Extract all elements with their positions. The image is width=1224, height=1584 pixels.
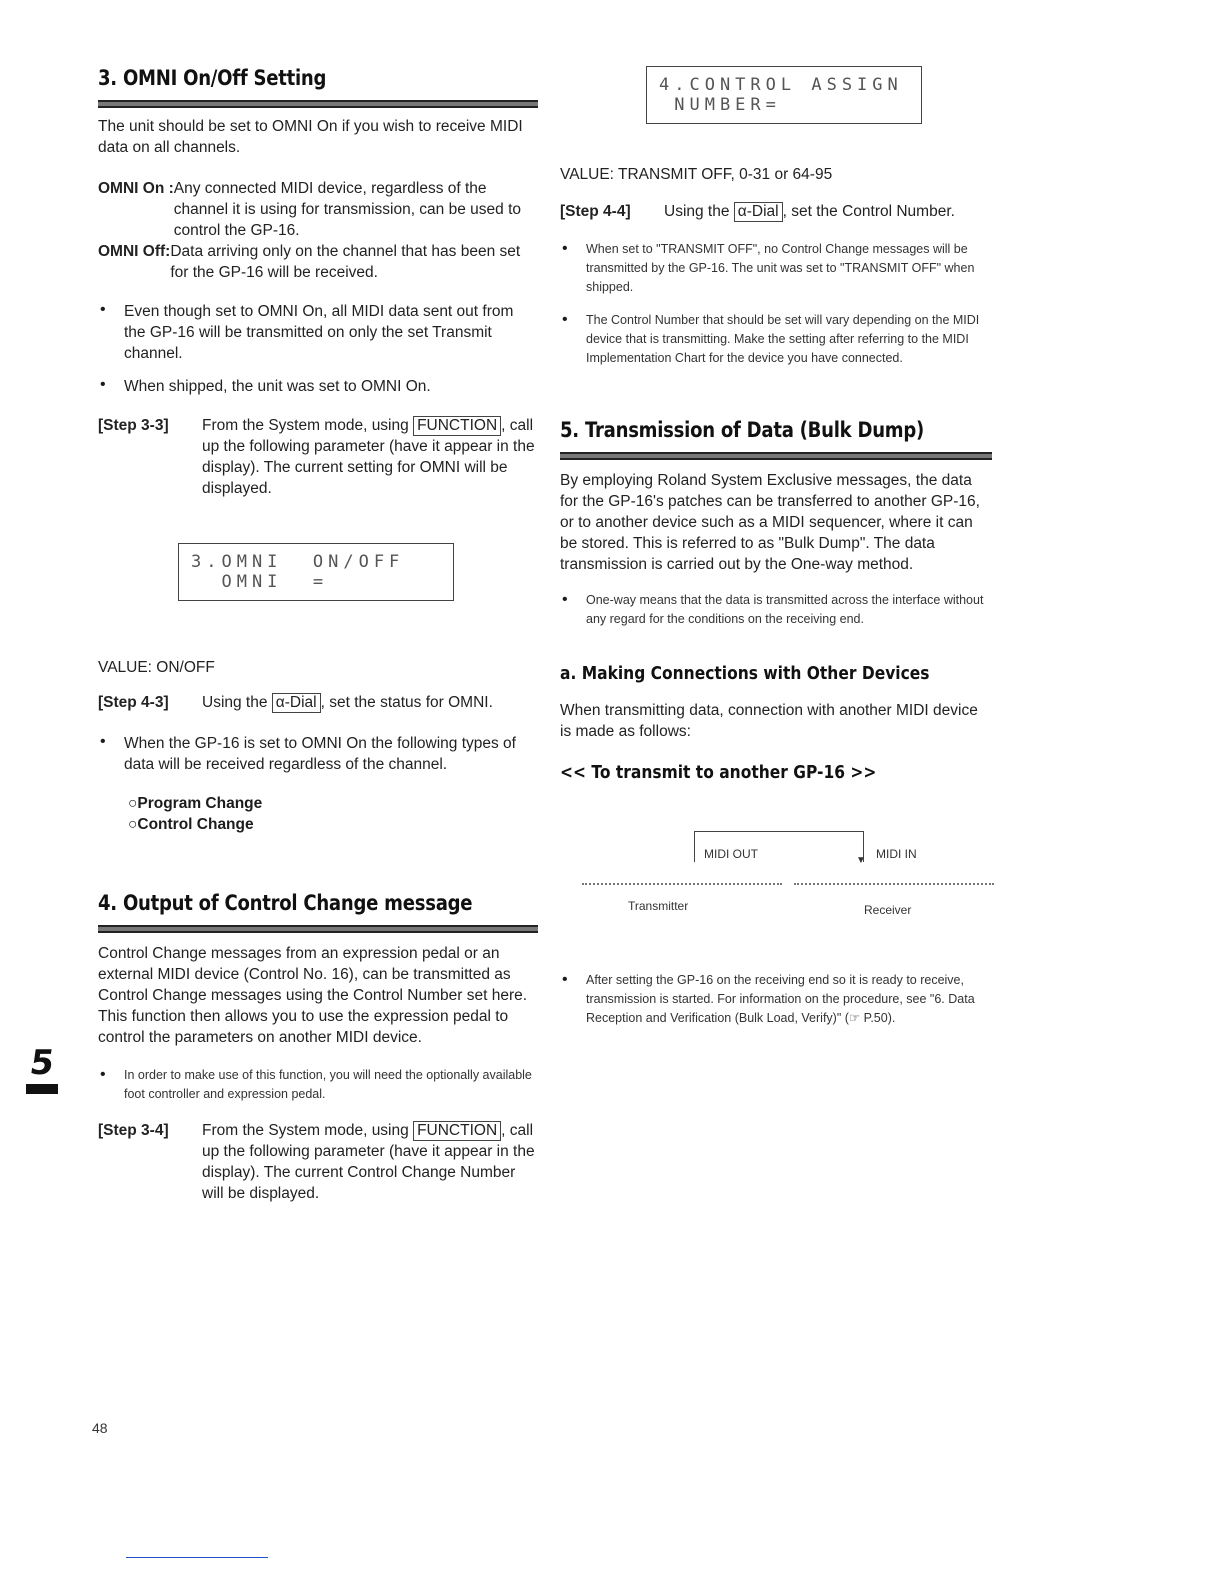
step-3-3: [Step 3-3] From the System mode, using FUNCTION , call up the following parameter (have it appear in the display). The current setting for OMNI will be displayed.: [98, 417, 535, 497]
omni-bullet-3: • When the GP-16 is set to OMNI On the following types of data will be received regardless of the channel.: [98, 733, 538, 775]
omni-value: VALUE: ON/OFF: [98, 659, 215, 676]
omni-on-text: Any connected MIDI device, regardless of the channel it is using for transmission, can be used to control the GP-16.: [173, 180, 521, 239]
cable-arrow-icon: ▼: [856, 855, 866, 866]
lcd-line-2: NUMBER=: [659, 95, 781, 115]
omni-on-term: OMNI On :: [98, 180, 174, 197]
chapter-tab: [26, 1043, 58, 1094]
type-program-change: ○Program Change: [128, 795, 263, 812]
section-5-title: 5. Transmission of Data (Bulk Dump): [560, 418, 925, 442]
step-4-3: [Step 4-3] Using the α-Dial , set the status for OMNI.: [98, 694, 493, 711]
function-key: FUNCTION: [413, 1121, 501, 1141]
section-5-after-note-text: After setting the GP-16 on the receiving end so it is ready to receive, transmission is started. For information on the procedure, see "6. Data Reception and Verification (Bulk Load, Verify)" (☞ P.50).: [586, 973, 975, 1025]
alpha-dial-key: α-Dial: [734, 202, 783, 222]
omni-bullet-2-text: When shipped, the unit was set to OMNI On.: [124, 378, 431, 395]
control-note-2-text: The Control Number that should be set will vary depending on the MIDI device that is transmitting. Make the setting after referring to the MIDI Implementation Chart for the device you have connected.: [586, 313, 980, 365]
control-note-1: • When set to "TRANSMIT OFF", no Control Change messages will be transmitted by the GP-16. The unit was set to "TRANSMIT OFF" when shipped.: [560, 240, 992, 297]
function-key: FUNCTION: [413, 416, 501, 436]
connection-diagram: [560, 813, 992, 963]
page-number: 48: [92, 1420, 108, 1436]
section-5-rule: [560, 452, 992, 460]
step-label: [Step 3-4]: [98, 1122, 169, 1139]
midi-in-label: MIDI IN: [876, 847, 917, 861]
connections-text: When transmitting data, connection with another MIDI device is made as follows:: [560, 702, 978, 740]
receiver-device-icon: [794, 867, 994, 885]
connections-title: a. Making Connections with Other Devices: [560, 663, 930, 684]
section-3-title: 3. OMNI On/Off Setting: [98, 66, 327, 90]
omni-bullet-1-text: Even though set to OMNI On, all MIDI data sent out from the GP-16 will be transmitted on only the set Transmit channel.: [124, 303, 514, 362]
chapter-tab-bar: [26, 1084, 58, 1094]
section-5-note: • One-way means that the data is transmitted across the interface without any regard for the conditions on the receiving end.: [560, 591, 992, 629]
midi-out-label: MIDI OUT: [704, 847, 758, 861]
transmitter-device-icon: [582, 867, 782, 885]
omni-off-text: Data arriving only on the channel that has been set for the GP-16 will be received.: [170, 243, 521, 281]
section-3-rule: [98, 100, 538, 108]
lcd-line-1: 4.CONTROL ASSIGN: [659, 75, 903, 95]
receiver-label: Receiver: [864, 903, 912, 917]
omni-definitions: [98, 178, 538, 283]
received-types: [128, 793, 538, 835]
chapter-number: 5: [27, 1043, 57, 1083]
control-note-1-text: When set to "TRANSMIT OFF", no Control Change messages will be transmitted by the GP-16. The unit was set to "TRANSMIT OFF" when shipped.: [586, 242, 975, 294]
omni-on-def: [98, 178, 538, 241]
section-5-after-note: • After setting the GP-16 on the receiving end so it is ready to receive, transmission is started. For information on the procedure, see "6. Data Reception and Verification (Bulk Load, Verify)" (☞ P.50).: [560, 971, 992, 1028]
control-note-2: • The Control Number that should be set will vary depending on the MIDI device that is transmitting. Make the setting after referring to the MIDI Implementation Chart for the device you have connected.: [560, 311, 992, 368]
transmit-heading: << To transmit to another GP-16 >>: [560, 762, 877, 783]
step-3-4: [Step 3-4] From the System mode, using FUNCTION , call up the following parameter (have it appear in the display). The current Control Change Number will be displayed.: [98, 1122, 535, 1202]
omni-off-def: [98, 241, 538, 283]
step-label: [Step 4-3]: [98, 694, 169, 711]
lcd-line-1: 3.OMNI ON/OFF: [191, 552, 405, 572]
section-4-title: 4. Output of Control Change message: [98, 891, 473, 915]
section-5-intro: By employing Roland System Exclusive messages, the data for the GP-16's patches can be transferred to another GP-16, or to another device such as a MIDI sequencer, where it can be stored. This is referred to as "Bulk Dump". The data transmission is carried out by the One-way method.: [560, 472, 980, 573]
section-4-intro: Control Change messages from an expression pedal or an external MIDI device (Control No. 16), can be transmitted as Control Change messages using the Control Number set here. This function then allows you to use the expression pedal to control the parameters on another MIDI device.: [98, 945, 528, 1046]
lcd-line-2: OMNI =: [191, 572, 329, 592]
section-3-intro: The unit should be set to OMNI On if you wish to receive MIDI data on all channels.: [98, 118, 523, 156]
omni-lcd-display: [178, 543, 454, 601]
type-control-change: ○Control Change: [128, 816, 254, 833]
step-label: [Step 3-3]: [98, 417, 169, 434]
right-column: [560, 66, 992, 1028]
section-5-note-text: One-way means that the data is transmitted across the interface without any regard for the conditions on the receiving end.: [586, 593, 984, 626]
control-assign-lcd: [646, 66, 922, 124]
footer-line: [126, 1557, 268, 1558]
control-value: VALUE: TRANSMIT OFF, 0-31 or 64-95: [560, 166, 833, 183]
transmitter-label: Transmitter: [628, 899, 689, 913]
step-label: [Step 4-4]: [560, 203, 631, 220]
step-4-4: [Step 4-4] Using the α-Dial , set the Control Number.: [560, 203, 955, 220]
omni-bullet-3-text: When the GP-16 is set to OMNI On the following types of data will be received regardless of the channel.: [124, 735, 516, 773]
omni-off-term: OMNI Off:: [98, 243, 171, 260]
omni-bullet-1: • Even though set to OMNI On, all MIDI data sent out from the GP-16 will be transmitted on only the set Transmit channel.: [98, 301, 538, 364]
left-column: [98, 66, 538, 1204]
section-4-note-text: In order to make use of this function, you will need the optionally available foot controller and expression pedal.: [124, 1068, 532, 1101]
section-4-rule: [98, 925, 538, 933]
alpha-dial-key: α-Dial: [272, 693, 321, 713]
section-4-note: • In order to make use of this function, you will need the optionally available foot controller and expression pedal.: [98, 1066, 538, 1104]
omni-bullet-2: • When shipped, the unit was set to OMNI On.: [98, 376, 538, 397]
